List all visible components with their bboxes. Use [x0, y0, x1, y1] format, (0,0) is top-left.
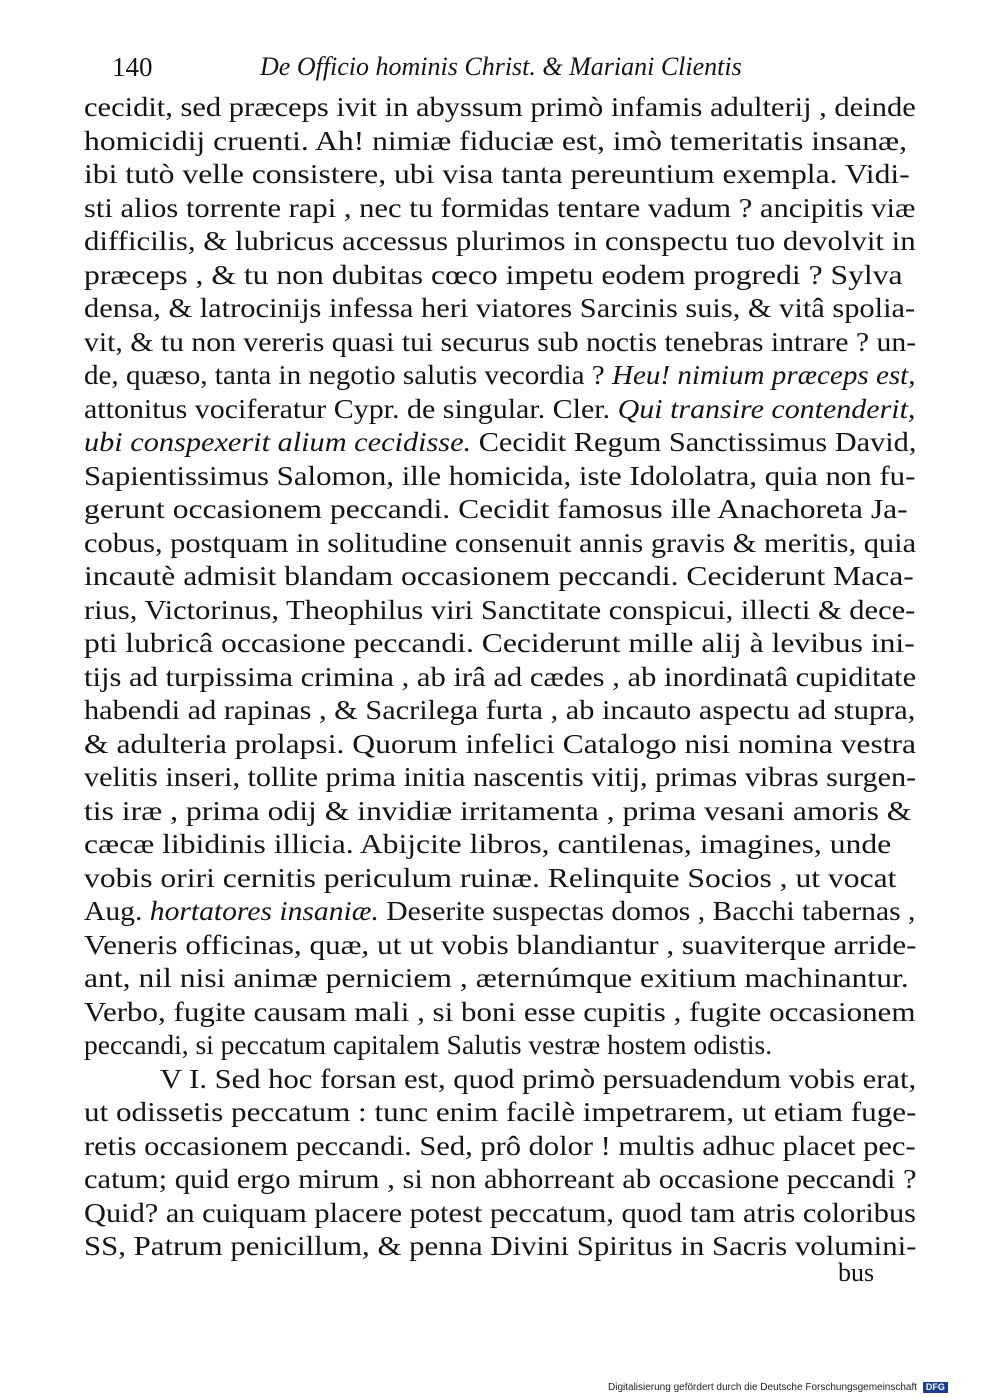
- italic-quotation: Heu! nimium præceps est,: [611, 359, 916, 390]
- dfg-logo: DFG: [923, 1382, 948, 1393]
- text-line: [84, 392, 915, 426]
- credit-text: Digitalisierung gefördert durch die Deutsche Forschungsgemeinschaft: [608, 1382, 918, 1393]
- text-segment: difficilis, & lubricus accessus plurimos in conspectu tuo devolvit in: [84, 225, 916, 256]
- text-line: [84, 626, 915, 660]
- text-segment: incautè admisit blandam occasionem peccandi. Ceciderunt Maca-: [84, 560, 914, 591]
- digitization-credit: [608, 1382, 948, 1393]
- text-line: [84, 593, 915, 627]
- text-line: [84, 291, 915, 325]
- text-segment: peccandi, si peccatum capitalem Salutis vestræ hostem odistis.: [84, 1029, 773, 1060]
- text-segment: attonitus vociferatur Cypr. de singular. Cler.: [84, 392, 618, 424]
- text-segment: densa, & latrocinijs infessa heri viatores Sarcinis suis, & vitâ spolia-: [84, 292, 916, 323]
- text-segment: velitis inseri, tollite prima initia nascentis vitij, primas vibras surgen-: [84, 761, 917, 792]
- text-line: [84, 1095, 916, 1129]
- text-segment: præceps , & tu non dubitas cœco impetu eodem progredi ? Sylva: [84, 258, 903, 290]
- text-segment: Cecidit Regum Sanctissimus David,: [471, 426, 917, 457]
- text-segment: retis occasionem peccandi. Sed, prô dolor ! multis adhuc placet pec-: [84, 1129, 916, 1161]
- text-line: [84, 358, 916, 392]
- text-line: [84, 961, 909, 995]
- text-line: [84, 727, 916, 761]
- italic-quotation: ubi conspexerit alium cecidisse.: [84, 426, 472, 457]
- text-line: [84, 124, 907, 158]
- text-line: [84, 459, 915, 493]
- text-segment: ibi tutò velle consistere, ubi visa tanta pereuntium exempla. Vidi-: [84, 158, 910, 189]
- text-segment: habendi ad rapinas , & Sacrilega furta , ab incauto aspectu ad stupra,: [84, 694, 916, 725]
- italic-quotation: hortatores insaniæ.: [149, 895, 379, 926]
- text-segment: cobus, postquam in solitudine consenuit annis gravis & meritis, quia: [84, 526, 917, 558]
- text-segment: Veneris officinas, quæ, ut ut vobis blandiantur , suaviterque arride-: [84, 928, 917, 960]
- text-segment: cæcæ libidinis illicia. Abijcite libros, cantilenas, imagines, unde: [84, 828, 892, 859]
- catchword: bus: [838, 1258, 875, 1287]
- text-line: [84, 325, 916, 359]
- text-line: [84, 90, 916, 124]
- text-segment: tis iræ , prima odij & invidiæ irritamenta , prima vesani amoris &: [84, 794, 912, 826]
- text-line: [84, 894, 915, 928]
- text-segment: V I. Sed hoc forsan est, quod primò persuadendum vobis erat,: [160, 1062, 917, 1094]
- text-line: [84, 660, 916, 694]
- text-segment: & adulteria prolapsi. Quorum infelici Catalogo nisi nomina vestra: [84, 727, 917, 759]
- text-line: [84, 1229, 916, 1263]
- text-line: [84, 827, 891, 861]
- text-segment: Verbo, fugite causam mali , si boni esse cupitis , fugite occasionem: [84, 995, 916, 1027]
- text-segment: de, quæso, tanta in negotio salutis vecordia ?: [84, 359, 612, 390]
- text-segment: sti alios torrente rapi , nec tu formidas tentare vadum ? ancipitis viæ: [84, 191, 916, 223]
- text-line: [84, 157, 910, 191]
- text-segment: tijs ad turpissima crimina , ab irâ ad cædes , ab inordinatâ cupiditate: [84, 660, 917, 692]
- text-segment: gerunt occasionem peccandi. Cecidit famosus ille Anachoreta Ja-: [84, 493, 908, 524]
- text-line: [84, 794, 911, 828]
- text-segment: homicidij cruenti. Ah! nimiæ fiduciæ est, imò temeritatis insanæ,: [84, 124, 908, 156]
- text-line: [84, 1196, 916, 1230]
- text-segment: catum; quid ergo mirum , si non abhorreant ab occasione peccandi ?: [84, 1163, 917, 1194]
- text-line: [84, 1162, 917, 1196]
- text-segment: SS, Patrum penicillum, & penna Divini Spiritus in Sacris volumini-: [84, 1230, 917, 1261]
- text-segment: rius, Victorinus, Theophilus viri Sanctitate conspicui, illecti & dece-: [84, 593, 916, 625]
- text-segment: vobis oriri cernitis periculum ruinæ. Relinquite Socios , ut vocat: [84, 861, 897, 893]
- text-segment: ant, nil nisi animæ perniciem , æternúmque exitium machinantur.: [84, 962, 909, 993]
- text-line: [84, 559, 914, 593]
- text-segment: cecidit, sed præceps ivit in abyssum primò infamis adulterij , deinde: [84, 91, 916, 122]
- text-segment: Quid? an cuiquam placere potest peccatum, quod tam atris coloribus: [84, 1196, 917, 1228]
- text-line: [84, 526, 916, 560]
- text-line: [84, 492, 908, 526]
- text-line: [84, 425, 916, 459]
- text-segment: pti lubricâ occasione peccandi. Ceciderunt mille alij à levibus ini-: [84, 627, 915, 658]
- text-line: [84, 760, 916, 794]
- text-segment: Sapientissimus Salomon, ille homicida, iste Idololatra, quia non fu-: [84, 459, 916, 491]
- text-line: [84, 861, 896, 895]
- text-line: [84, 928, 917, 962]
- text-line: [84, 1028, 772, 1062]
- text-line: [84, 191, 915, 225]
- text-line: [160, 1062, 916, 1096]
- text-line: [84, 693, 915, 727]
- running-title: De Officio hominis Christ. & Mariani Clientis: [260, 52, 742, 81]
- text-line: [84, 995, 915, 1029]
- text-segment: Aug.: [84, 895, 150, 926]
- text-segment: vit, & tu non vereris quasi tui securus sub noctis tenebras intrare ? un-: [84, 325, 917, 357]
- page-number: 140: [112, 52, 153, 82]
- text-segment: ut odissetis peccatum : tunc enim facilè impetrarem, ut etiam fuge-: [84, 1096, 917, 1127]
- page-header: [112, 52, 912, 92]
- text-line: [84, 1129, 916, 1163]
- text-line: [84, 258, 903, 292]
- italic-quotation: Qui transire contenderit,: [617, 392, 916, 424]
- text-segment: Deserite suspectas domos , Bacchi tabernas ,: [378, 895, 916, 926]
- text-line: [84, 224, 916, 258]
